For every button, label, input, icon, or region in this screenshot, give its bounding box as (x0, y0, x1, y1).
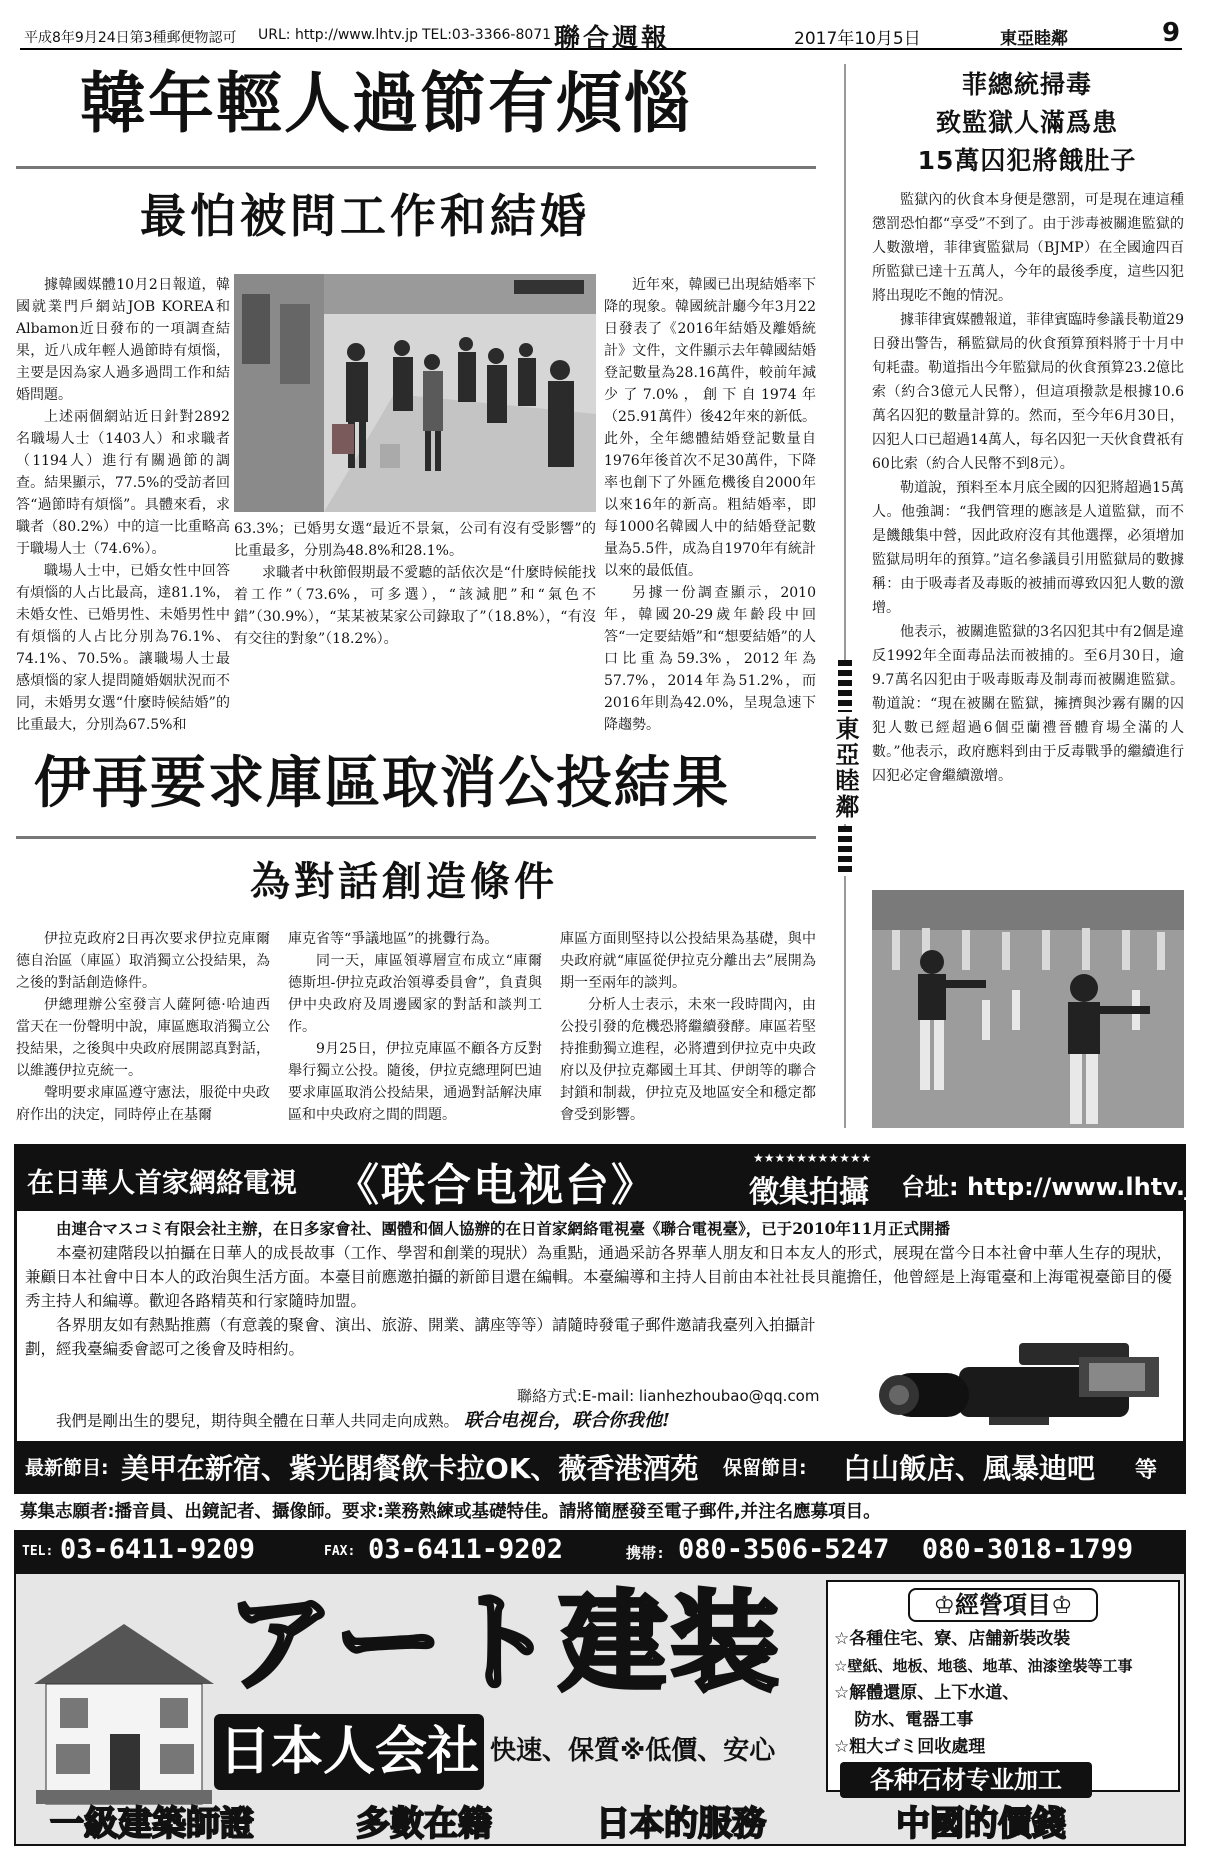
fax-label: FAX: (324, 1544, 356, 1559)
latest-programs: 美甲在新宿、紫光閣餐飲卡拉OK、薇香港酒苑 (121, 1452, 699, 1485)
article1-headline: 韓年輕人過節有煩惱 (80, 65, 692, 142)
services-title-text: 經營項目 (955, 1591, 1051, 1619)
paragraph: 據菲律賓媒體報道，菲律賓臨時參議長勒道29日發出警告，稱監獄局的伙食預算預料將于十月中旬耗盡。勒道指出今年監獄局的伙食預算23.2億比索（約合3億元人民幣），但這項撥款是根據10.6萬名囚犯的數量計算的。然而，至今年6月30日，囚犯人口已超過14萬人，每名囚犯一天伙食費祇有60比索（約合人民幣不到8元）。 (872, 312, 1184, 472)
latest-label: 最新節目: (25, 1457, 109, 1479)
section-name: 東亞睦鄰 (1000, 29, 1068, 49)
sidebar-body (872, 188, 1184, 880)
paragraph: 他表示，被關進監獄的3名囚犯其中有2個是違反1992年全面毒品法而被捕的。至6月30日，逾9.7萬名囚犯由于吸毒販毒及制毒而被關進監獄。勒道說：“現在被關在監獄，擁擠與沙霧有關的囚犯人數已經超過6個亞蘭禮晉體育場全滿的人數。”他表示，政府應料到由于反毒戰爭的繼續進行囚犯必定會繼續激增。 (872, 624, 1184, 784)
paragraph: 聲明要求庫區遵守憲法，服從中央政府作出的決定，同時停止在基爾 (16, 1085, 270, 1123)
tv-ad-title-left: 在日華人首家網絡電視 (27, 1168, 297, 1199)
house-icon (26, 1614, 222, 1804)
tv-ad-contact: 聯絡方式:E-mail: lianhezhoubao@qq.com (517, 1387, 820, 1405)
mobile-label: 携帯: (626, 1544, 666, 1562)
paragraph: 庫克省等“爭議地區”的挑釁行為。 (288, 931, 499, 947)
paragraph: 伊總理辦公室發言人薩阿德·哈迪西當天在一份聲明中說，庫區應取消獨立公投結果，之後與中央政府展開認真對話，以維護伊拉克統一。 (16, 997, 270, 1079)
service-item: ☆粗大ゴミ回收處理 (834, 1737, 986, 1757)
paper-name: 聯合週報 (554, 24, 671, 54)
masthead (20, 18, 1182, 54)
train-station-photo (234, 274, 596, 512)
tv-ad-paragraph: 各界朋友如有熱點推薦（有意義的聚會、演出、旅游、開業、講座等等）請隨時發電子郵件邀請我臺列入拍攝計劃，經我臺編委會認可之後會及時相約。 (25, 1316, 816, 1358)
tv-ad (14, 1144, 1210, 1494)
build-company: 日本人会社 (214, 1714, 484, 1790)
paragraph: 職場人士中，已婚女性中回答有煩惱的人占比最高，達81.1%，未婚女性、已婚男性、未婚男性中有煩惱的人占比分別為76.1%、74.1%、70.5%。讓職場人士最感煩惱的家人提問隨婚姻狀況而不同，未婚男女選“什麼時候結婚”的比重最大，分別為67.5%和 (16, 563, 230, 733)
permit-text: 平成8年9月24日第3種郵便物認可 (24, 30, 237, 46)
article2-col3 (560, 928, 816, 1128)
paragraph: 庫區方面則堅持以公投結果為基礎，與中央政府就“庫區從伊拉克分離出去”展開為期一至兩年的談判。 (560, 931, 816, 991)
build-slogans (16, 1802, 1184, 1846)
build-ad (14, 1572, 1186, 1846)
article2-col2 (288, 928, 542, 1128)
service-item: 防水、電器工事 (854, 1710, 974, 1730)
tv-ad-paragraph: 由連合マスコミ有限会社主辦，在日多家會社、團體和個人協辦的在日首家網絡電視臺《聯合電視臺》，已于2010年11月正式開播 (56, 1219, 950, 1238)
services-box (826, 1580, 1180, 1792)
article1-subhead: 最怕被問工作和結婚 (140, 189, 590, 243)
divider (16, 836, 816, 839)
sidebar-title (868, 66, 1186, 180)
build-tagline: 快速、保質※低價、安心 (490, 1736, 776, 1766)
paragraph: 9月25日，伊拉克庫區不顧各方反對舉行獨立公投。隨後，伊拉克總理阿巴迪要求庫區取消公投結果，通過對話解決庫區和中央政府之間的問題。 (288, 1041, 542, 1123)
slogan-item: 日本的服務 (596, 1804, 766, 1844)
tag-stripe (838, 826, 852, 876)
tv-ad-program-bar (17, 1441, 1183, 1491)
tv-ad-paragraph: 本臺初建階段以拍攝在日華人的成長故事（工作、學習和創業的現狀）為重點，通過采訪各界華人朋友和日本友人的形式，展現在當今日本社會中華人生存的現狀，兼顧日本社會中日本人的政治與生活方面。本臺目前應邀拍攝的新節目還在編輯。本臺編導和主持人目前由本社社長貝龍擔任，他曾經是上海電臺和上海電視臺節目的優秀主持人和編導。歡迎各路精英和行家隨時加盟。 (25, 1244, 1173, 1310)
masthead-url: URL: http://www.lhtv.jp (258, 27, 419, 43)
prisoners-dancing-photo (872, 890, 1184, 1128)
article2-col1 (16, 928, 270, 1128)
masthead-tel: TEL:03-3366-8071 (422, 27, 552, 43)
column-divider (844, 64, 846, 1128)
build-ad-phone-bar (14, 1530, 1186, 1572)
paragraph: 分析人士表示，未來一段時間內，由公投引發的危機恐將繼續發酵。庫區若堅持推動獨立進程，必將遭到伊拉克中央政府以及伊拉克鄰國土耳其、伊朗等的聯合封鎖和制裁，伊拉克及地區安全和穩定都會受到影響。 (560, 997, 816, 1123)
paragraph: 63.3%；已婚男女選“最近不景氣，公司有沒有受影響”的比重最多，分別為48.8%和28.1%。 (234, 521, 596, 559)
tv-ad-closing (25, 1409, 865, 1433)
article2-headline: 伊再要求庫區取消公投結果 (34, 751, 730, 816)
article1-col2 (234, 518, 596, 716)
page-number: 9 (1162, 18, 1181, 48)
fax-number: 03-6411-9202 (368, 1534, 564, 1565)
reserved-programs: 白山飯店、風暴迪吧 (843, 1452, 1096, 1485)
tel-label: TEL: (22, 1544, 54, 1559)
paragraph: 據韓國媒體10月2日報道，韓國就業門戶網站JOB KOREA和Albamon近日發布的一項調查結果，近八成年輕人過節時有煩惱，主要是因為家人過多過問工作和結婚問題。 (16, 277, 230, 403)
crown-icon: ♔ (933, 1591, 955, 1619)
tel-number: 03-6411-9209 (60, 1534, 256, 1565)
tv-ad-paragraph: 我們是剛出生的嬰兒，期待與全體在日華人共同走向成熟。 (56, 1412, 460, 1430)
services-list (828, 1626, 1178, 1761)
crown-icon: ♔ (1051, 1591, 1073, 1619)
etc-text: 等 (1135, 1458, 1158, 1483)
paragraph: 上述兩個網站近日針對2892名職場人士（1403人）和求職者（1194人）進行有關過節的調查。結果顯示，77.5%的受訪者回答“過節時有煩惱”。具體來看，求職者（80.2%）中的這一比重略高于職場人士（74.6%）。 (16, 409, 230, 557)
services-title (908, 1588, 1098, 1622)
tv-ad-brand: 《联合电视台》 (335, 1160, 657, 1211)
tv-ad-recruit: 募集志願者:播音員、出鏡記者、攝像師。要求:業務熟練或基礎特佳。請將簡歷發至電子郵件,并注名應募項目。 (20, 1502, 881, 1522)
camera-icon (869, 1337, 1175, 1435)
service-item: ☆解體還原、上下水道、 (834, 1683, 1020, 1703)
tv-ad-url: 台址: http://www.lhtv.jp (901, 1173, 1210, 1201)
paragraph: 勒道說，預料至本月底全國的囚犯將超過15萬人。他強調：“我們管理的應該是人道監獄，而不是饑餓集中營，因此政府沒有其他選擇，必須增加監獄局明年的預算。”這名參議員引用監獄局的數據稱：由于吸毒者及毒販的被捕而導致囚犯人數的激增。 (872, 480, 1184, 616)
tv-ad-slogan: 联合电视台，联合你我他! (463, 1410, 670, 1431)
paragraph: 近年來，韓國已出現結婚率下降的現象。韓國統計廳今年3月22日發表了《2016年結婚及離婚統計》文件，文件顯示去年韓國結婚登記數量為28.16萬件，較前年減少了7.0%，創下自1974年（25.91萬件）後42年來的新低。此外，全年總體結婚登記數量自1976年後首次不足30萬件，下降率也創下了外匯危機後自2000年以來16年的新高。粗結婚率，即每1000名韓國人中的結婚登記數量為5.5件，成為自1970年有統計以來的最低值。 (604, 277, 816, 579)
article2-subhead: 為對話創造條件 (250, 858, 558, 905)
slogan-item: 一級建築師證 (50, 1804, 254, 1844)
tv-ad-stars: ★★★★★★★★★★★ (753, 1151, 872, 1165)
issue-date: 2017年10月5日 (794, 29, 921, 49)
slogan-item: 中國的價錢 (896, 1804, 1066, 1844)
paragraph: 伊拉克政府2日再次要求伊拉克庫爾德自治區（庫區）取消獨立公投結果，為之後的對話創造條件。 (16, 931, 270, 991)
paragraph: 監獄內的伙食本身便是懲罰，可是現在連這種懲罰恐怕都“享受”不到了。由于涉毒被關進監獄的人數激增，菲律賓監獄局（BJMP）在全國逾四百所監獄已達十五萬人，今年的最後季度，這些囚犯將出現吃不飽的情況。 (872, 192, 1184, 304)
paragraph: 另據一份調查顯示，2010年，韓國20-29歲年齡段中回答“一定要結婚”和“想要結婚”的人口比重為59.3%，2012年為57.7%，2014年為51.2%，而2016年則為42.0%，呈現急速下降趨勢。 (604, 585, 816, 733)
build-brand: アート建装 (226, 1580, 783, 1706)
section-tag: 東亞睦鄰 (830, 712, 860, 824)
mobile-numbers: 080-3506-5247 080-3018-1799 (678, 1534, 1134, 1565)
service-item: ☆壁紙、地板、地毯、地革、油漆塗裝等工事 (834, 1657, 1133, 1675)
reserved-label: 保留節目: (723, 1457, 807, 1479)
sidebar-title-line: 15萬囚犯將餓肚子 (917, 146, 1137, 175)
slogan-item: 多數在籍 (356, 1804, 492, 1844)
article1-col1 (16, 274, 230, 733)
article1-col3 (604, 274, 816, 733)
stone-processing: 各种石材专业加工 (840, 1762, 1092, 1798)
sidebar-title-line: 菲總統掃毒 (961, 70, 1092, 99)
paragraph: 同一天，庫區領導層宣布成立“庫爾德斯坦-伊拉克政治領導委員會”，負責與伊中央政府及周邊國家的對話和談判工作。 (288, 953, 542, 1035)
service-item: ☆各種住宅、寮、店舗新裝改裝 (834, 1629, 1071, 1649)
tv-ad-title-right: 徵集拍攝 (749, 1175, 869, 1210)
paragraph: 求職者中秋節假期最不愛聽的話依次是“什麼時候能找着工作”（73.6%，可多選），“該減肥”和“氣色不錯”（30.9%），“某某被某家公司錄取了”（18.8%），“有沒有交往的對象”（18.2%）。 (234, 565, 596, 647)
divider (16, 166, 816, 169)
tv-ad-header (17, 1147, 1210, 1211)
sidebar-title-line: 致監獄人滿爲患 (935, 108, 1118, 137)
